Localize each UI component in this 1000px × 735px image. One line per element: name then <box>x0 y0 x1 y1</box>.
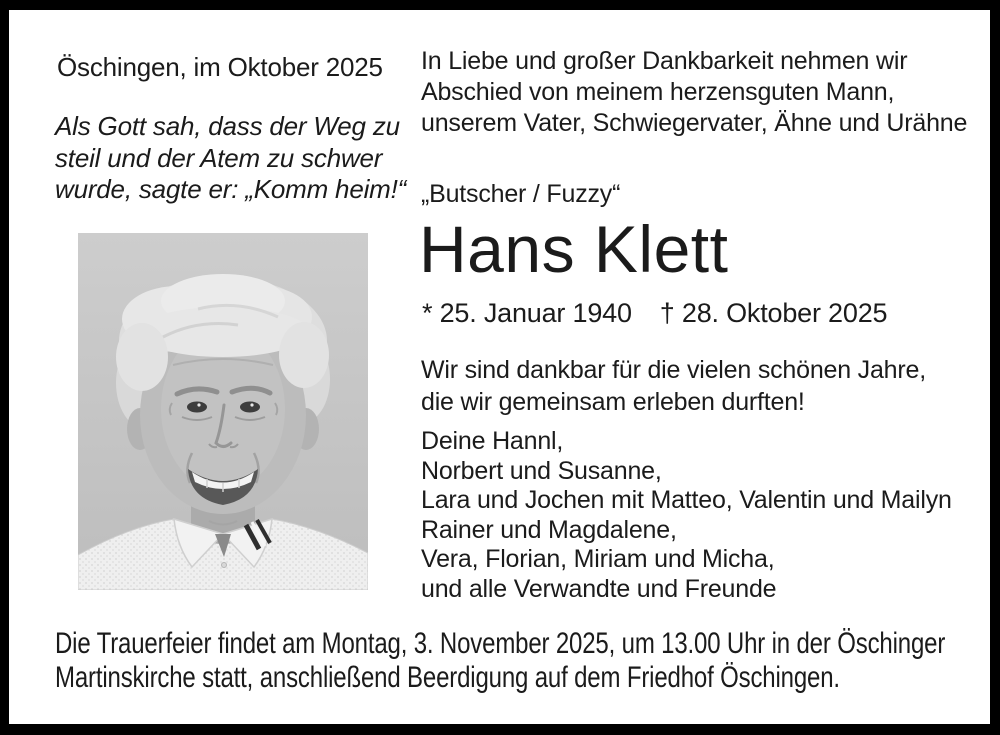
gratitude-text <box>421 354 926 418</box>
portrait-photo-illustration <box>78 233 368 590</box>
portrait-photo <box>78 233 368 590</box>
place-dateline: Öschingen, im Oktober 2025 <box>57 52 383 82</box>
intro-line: Abschied von meinem herzensguten Mann, <box>421 78 895 106</box>
deceased-name: Hans Klett <box>419 212 729 286</box>
mourner-line: Vera, Florian, Miriam und Micha, <box>421 545 775 574</box>
gratitude-line: die wir gemeinsam erleben durften! <box>421 388 805 416</box>
verse-line: steil und der Atem zu schwer <box>55 142 383 173</box>
mourner-line: Norbert und Susanne, <box>421 456 662 485</box>
death-date: † 28. Oktober 2025 <box>659 298 888 328</box>
verse-line: wurde, sagte er: „Komm heim!“ <box>55 174 407 204</box>
intro-text <box>421 46 967 139</box>
mourner-line: Deine Hannl, <box>421 427 564 455</box>
intro-line: In Liebe und großer Dankbarkeit nehmen wir <box>421 47 908 75</box>
gratitude-line: Wir sind dankbar für die vielen schönen Jahre, <box>421 356 926 384</box>
funeral-line: Martinskirche statt, anschließend Beerdigung auf dem Friedhof Öschingen. <box>55 660 840 694</box>
mourner-line: Rainer und Magdalene, <box>421 515 677 544</box>
memorial-verse <box>55 111 406 206</box>
mourners-list <box>421 427 952 605</box>
life-dates <box>422 298 887 329</box>
mourner-line: und alle Verwandte und Freunde <box>421 574 777 603</box>
nickname: „Butscher / Fuzzy“ <box>421 180 621 208</box>
mourner-line: Lara und Jochen mit Matteo, Valentin und Mailyn <box>421 486 952 515</box>
intro-line: unserem Vater, Schwiegervater, Ähne und Urähne <box>421 109 968 137</box>
funeral-details <box>55 627 945 694</box>
birth-date: * 25. Januar 1940 <box>422 298 632 328</box>
funeral-line: Die Trauerfeier findet am Montag, 3. November 2025, um 13.00 Uhr in der Öschinger <box>55 627 946 660</box>
verse-line: Als Gott sah, dass der Weg zu <box>55 111 400 141</box>
